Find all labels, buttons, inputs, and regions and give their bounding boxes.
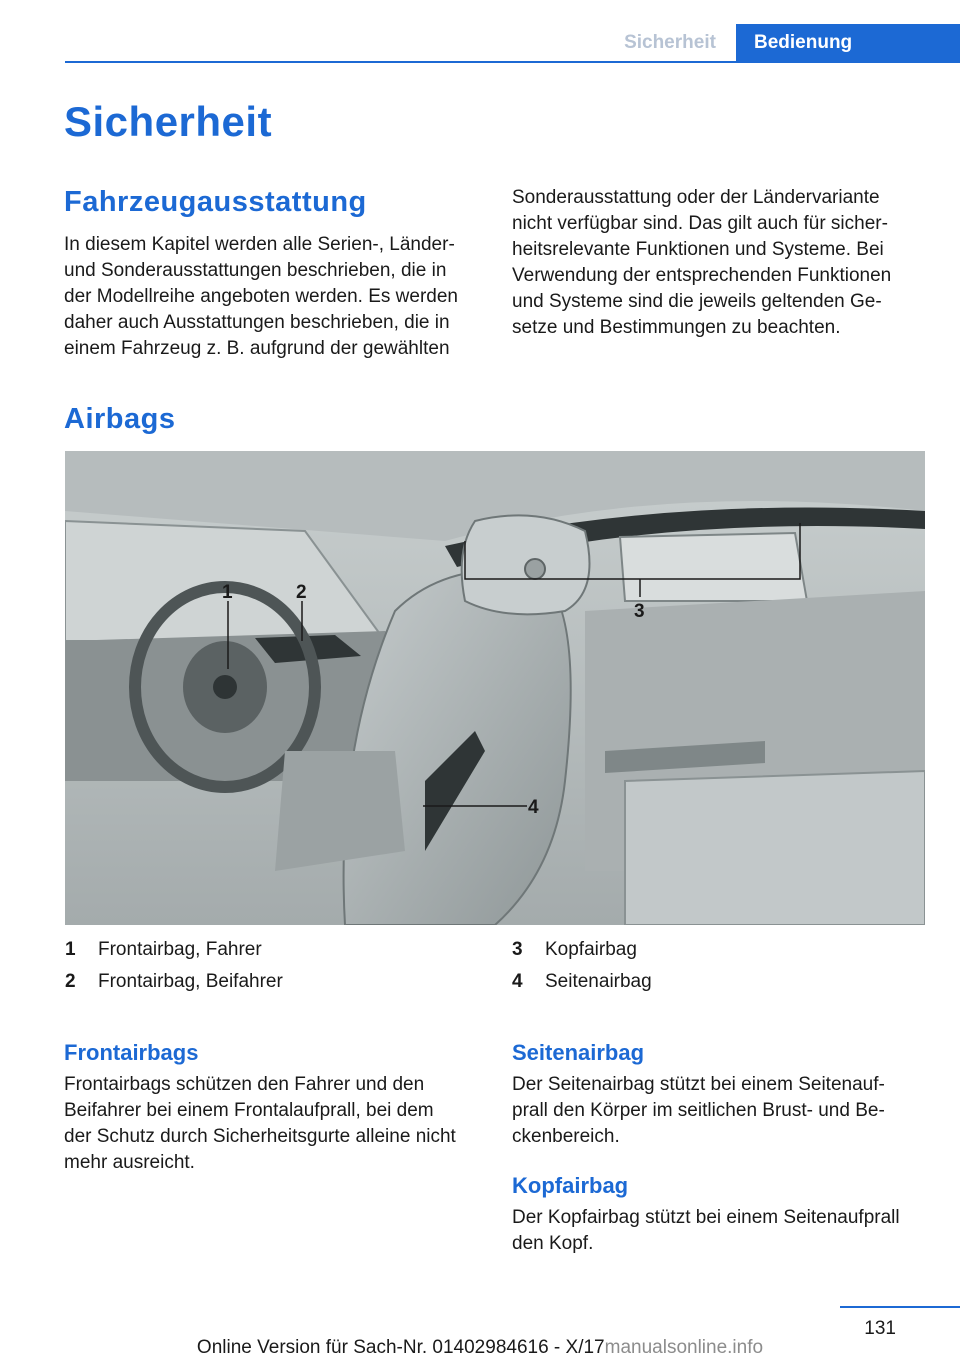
- footer-text: Online Version für Sach-Nr. 01402984616 - X/17: [196, 1337, 605, 1358]
- legend-item: [512, 966, 652, 998]
- heading-airbags: Airbags: [64, 403, 176, 435]
- legend-number: 4: [512, 971, 523, 992]
- page-number-rule: [840, 1306, 960, 1308]
- paragraph-fahrzeugausstattung-col2: [512, 185, 891, 341]
- rear-window: [620, 533, 807, 601]
- text-line: der Modellreihe angeboten werden. Es werden: [64, 286, 458, 307]
- footer-watermark: manualsonline.info: [604, 1337, 764, 1358]
- text-line: daher auch Ausstattungen beschrieben, die in: [64, 312, 450, 333]
- page-title: Sicherheit: [64, 98, 273, 145]
- paragraph-frontairbags: [64, 1072, 456, 1176]
- text-line: Beifahrer bei einem Frontalaufprall, bei dem: [64, 1100, 434, 1121]
- text-line: und Systeme sind die jeweils geltenden Ge-: [512, 291, 882, 312]
- heading-seitenairbag: Seitenairbag: [512, 1040, 645, 1065]
- header-tab-bedienung[interactable]: Bedienung: [736, 24, 960, 61]
- legend-item: [512, 934, 652, 966]
- paragraph-fahrzeugausstattung-col1: [64, 232, 458, 362]
- heading-fahrzeugausstattung: Fahrzeugausstattung: [64, 186, 367, 218]
- legend-number: 3: [512, 939, 523, 960]
- legend-label: Frontairbag, Fahrer: [98, 939, 262, 960]
- legend-right: [512, 934, 652, 998]
- text-line: und Sonderausstattungen beschrieben, die in: [64, 260, 447, 281]
- legend-label: Frontairbag, Beifahrer: [98, 971, 283, 992]
- text-line: nicht verfügbar sind. Das gilt auch für sicher-: [512, 213, 888, 234]
- legend-label: Seitenairbag: [545, 971, 652, 992]
- heading-kopfairbag: Kopfairbag: [512, 1173, 629, 1198]
- callout-label-4: 4: [528, 797, 539, 818]
- legend-item: [65, 934, 283, 966]
- header-tab-sicherheit[interactable]: Sicherheit: [624, 32, 716, 53]
- legend-label: Kopfairbag: [545, 939, 637, 960]
- callout-label-2: 2: [296, 582, 307, 603]
- page-number: 131: [864, 1318, 896, 1339]
- text-line: In diesem Kapitel werden alle Serien-, Länder-: [64, 234, 455, 255]
- legend-number: 1: [65, 939, 76, 960]
- callout-label-3: 3: [634, 601, 645, 622]
- text-line: einem Fahrzeug z. B. aufgrund der gewählten: [64, 338, 450, 359]
- text-line: ckenbereich.: [512, 1126, 620, 1147]
- center-console: [275, 751, 405, 871]
- legend-number: 2: [65, 971, 76, 992]
- text-line: Frontairbags schützen den Fahrer und den: [64, 1074, 425, 1095]
- text-line: Der Seitenairbag stützt bei einem Seitenauf-: [512, 1074, 885, 1095]
- heading-frontairbags: Frontairbags: [64, 1040, 199, 1065]
- header-rule: [65, 61, 960, 63]
- text-line: setze und Bestimmungen zu beachten.: [512, 317, 841, 338]
- text-line: Verwendung der entsprechenden Funktionen: [512, 265, 892, 286]
- headrest-button-icon: [525, 559, 545, 579]
- airbag-interior-illustration: [65, 451, 925, 925]
- text-line: den Kopf.: [512, 1233, 594, 1254]
- rear-seat: [625, 771, 925, 925]
- text-line: Der Kopfairbag stützt bei einem Seitenaufprall: [512, 1207, 900, 1228]
- legend-left: [65, 934, 283, 998]
- footer-online-version: [0, 1337, 960, 1359]
- paragraph-seitenairbag: [512, 1072, 885, 1150]
- text-line: Sonderausstattung oder der Ländervariante: [512, 187, 880, 208]
- text-line: der Schutz durch Sicherheitsgurte alleine nicht: [64, 1126, 456, 1147]
- text-line: mehr ausreicht.: [64, 1152, 195, 1173]
- text-line: prall den Körper im seitlichen Brust- und Be-: [512, 1100, 885, 1121]
- paragraph-kopfairbag: [512, 1205, 900, 1257]
- callout-label-1: 1: [222, 582, 233, 603]
- bmw-logo-icon: [213, 675, 237, 699]
- airbag-diagram-svg: [65, 451, 925, 925]
- legend-item: [65, 966, 283, 998]
- text-line: heitsrelevante Funktionen und Systeme. Bei: [512, 239, 884, 260]
